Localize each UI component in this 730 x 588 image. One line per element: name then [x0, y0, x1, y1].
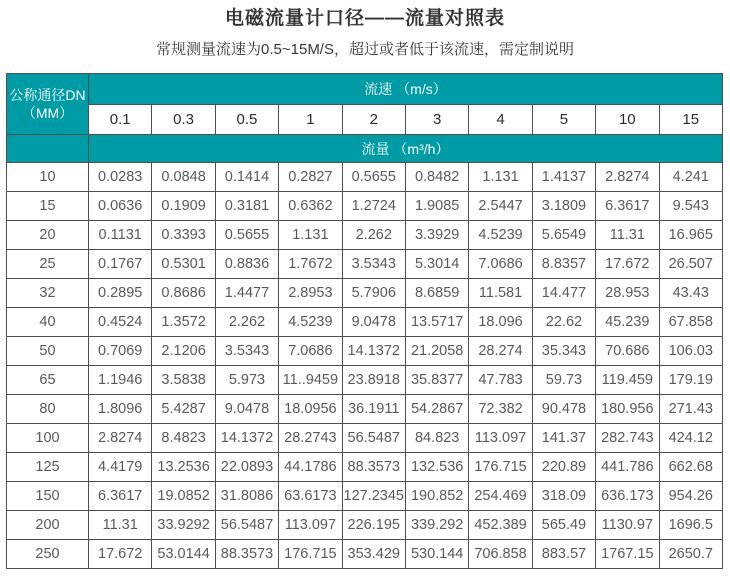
flow-value-cell: 2.8274 — [89, 424, 152, 453]
flow-value-cell: 0.2827 — [279, 163, 342, 192]
flow-value-cell: 220.89 — [532, 453, 595, 482]
velocity-value-cell: 15 — [659, 105, 722, 135]
flow-value-cell: 19.0852 — [152, 482, 215, 511]
flow-value-cell: 2650.7 — [659, 540, 722, 569]
page-title: 电磁流量计口径——流量对照表 — [224, 8, 505, 29]
flow-value-cell: 179.19 — [659, 366, 722, 395]
velocity-value-cell: 0.1 — [89, 105, 152, 135]
flow-value-cell: 13.2536 — [152, 453, 215, 482]
flow-value-cell: 113.097 — [469, 424, 532, 453]
flow-value-cell: 0.4524 — [89, 308, 152, 337]
flow-value-cell: 47.783 — [469, 366, 532, 395]
flow-value-cell: 0.0848 — [152, 163, 215, 192]
flow-value-cell: 1.131 — [279, 221, 342, 250]
table-row — [7, 395, 723, 424]
flow-value-cell: 14.1372 — [215, 424, 278, 453]
flow-value-cell: 5.6549 — [532, 221, 595, 250]
flow-value-cell: 2.8274 — [596, 163, 659, 192]
flow-value-cell: 3.1809 — [532, 192, 595, 221]
velocity-value-cell: 2 — [342, 105, 405, 135]
flow-value-cell: 0.2895 — [89, 279, 152, 308]
flow-value-cell: 0.1414 — [215, 163, 278, 192]
header-row-velocity-title — [7, 74, 723, 105]
flow-value-cell: 5.7906 — [342, 279, 405, 308]
flow-value-cell: 59.73 — [532, 366, 595, 395]
table-row — [7, 221, 723, 250]
flow-header: 流量 （m³/h） — [89, 135, 723, 163]
velocity-value-cell: 5 — [532, 105, 595, 135]
flow-value-cell: 636.173 — [596, 482, 659, 511]
table-row — [7, 453, 723, 482]
flow-value-cell: 2.262 — [342, 221, 405, 250]
flow-comparison-table — [6, 73, 723, 569]
flow-value-cell: 1.4137 — [532, 163, 595, 192]
flow-value-cell: 9.543 — [659, 192, 722, 221]
table-row — [7, 366, 723, 395]
velocity-value-cell: 0.3 — [152, 105, 215, 135]
flow-value-cell: 0.1131 — [89, 221, 152, 250]
flow-value-cell: 14.477 — [532, 279, 595, 308]
flow-value-cell: 3.5838 — [152, 366, 215, 395]
flow-value-cell: 0.8686 — [152, 279, 215, 308]
dn-value-cell: 50 — [7, 337, 89, 366]
flow-value-cell: 0.7069 — [89, 337, 152, 366]
flow-value-cell: 11.31 — [596, 221, 659, 250]
table-row — [7, 337, 723, 366]
flow-value-cell: 706.858 — [469, 540, 532, 569]
flow-value-cell: 1.9085 — [405, 192, 468, 221]
velocity-value-cell: 3 — [405, 105, 468, 135]
flow-value-cell: 54.2867 — [405, 395, 468, 424]
flow-value-cell: 28.953 — [596, 279, 659, 308]
dn-value-cell: 10 — [7, 163, 89, 192]
flow-value-cell: 1.4477 — [215, 279, 278, 308]
flow-value-cell: 1696.5 — [659, 511, 722, 540]
flow-value-cell: 1.7672 — [279, 250, 342, 279]
flow-value-cell: 1.2724 — [342, 192, 405, 221]
velocity-value-cell: 10 — [596, 105, 659, 135]
flow-value-cell: 6.3617 — [89, 482, 152, 511]
flow-value-cell: 4.5239 — [469, 221, 532, 250]
flow-value-cell: 1.3572 — [152, 308, 215, 337]
flow-value-cell: 254.469 — [469, 482, 532, 511]
table-row — [7, 163, 723, 192]
flow-value-cell: 16.965 — [659, 221, 722, 250]
flow-value-cell: 6.3617 — [596, 192, 659, 221]
flow-value-cell: 282.743 — [596, 424, 659, 453]
flow-value-cell: 271.43 — [659, 395, 722, 424]
flow-value-cell: 11.581 — [469, 279, 532, 308]
flow-value-cell: 63.6173 — [279, 482, 342, 511]
flow-value-cell: 3.5343 — [215, 337, 278, 366]
flow-value-cell: 190.852 — [405, 482, 468, 511]
flow-value-cell: 0.8836 — [215, 250, 278, 279]
flow-value-cell: 0.1767 — [89, 250, 152, 279]
flow-value-cell: 176.715 — [469, 453, 532, 482]
flow-value-cell: 3.3929 — [405, 221, 468, 250]
flow-value-cell: 0.5301 — [152, 250, 215, 279]
flow-value-cell: 0.3393 — [152, 221, 215, 250]
flow-value-cell: 56.5487 — [215, 511, 278, 540]
flow-value-cell: 0.6362 — [279, 192, 342, 221]
flow-value-cell: 3.5343 — [342, 250, 405, 279]
flow-value-cell: 2.5447 — [469, 192, 532, 221]
velocity-header: 流速 （m/s） — [89, 74, 723, 105]
flow-value-cell: 226.195 — [342, 511, 405, 540]
dn-value-cell: 125 — [7, 453, 89, 482]
flow-value-cell: 18.0956 — [279, 395, 342, 424]
flow-value-cell: 0.8482 — [405, 163, 468, 192]
flow-value-cell: 5.973 — [215, 366, 278, 395]
flow-value-cell: 1.8096 — [89, 395, 152, 424]
table-row — [7, 308, 723, 337]
table-row — [7, 424, 723, 453]
flow-value-cell: 2.8953 — [279, 279, 342, 308]
page-subtitle: 常规测量流速为0.5~15M/S，超过或者低于该流速，需定制说明 — [156, 41, 574, 58]
flow-value-cell: 11.31 — [89, 511, 152, 540]
dn-value-cell: 80 — [7, 395, 89, 424]
flow-value-cell: 2.1206 — [152, 337, 215, 366]
corner-header-line2: （MM） — [21, 105, 74, 121]
flow-value-cell: 424.12 — [659, 424, 722, 453]
flow-value-cell: 4.5239 — [279, 308, 342, 337]
flow-value-cell: 119.459 — [596, 366, 659, 395]
flow-value-cell: 67.858 — [659, 308, 722, 337]
dn-value-cell: 40 — [7, 308, 89, 337]
flow-value-cell: 0.0283 — [89, 163, 152, 192]
flow-value-cell: 23.8918 — [342, 366, 405, 395]
flow-value-cell: 8.8357 — [532, 250, 595, 279]
flow-value-cell: 28.274 — [469, 337, 532, 366]
flow-value-cell: 18.096 — [469, 308, 532, 337]
velocity-value-cell: 0.5 — [215, 105, 278, 135]
flow-value-cell: 14.1372 — [342, 337, 405, 366]
flow-value-cell: 21.2058 — [405, 337, 468, 366]
flow-value-cell: 5.4287 — [152, 395, 215, 424]
flow-value-cell: 530.144 — [405, 540, 468, 569]
flow-value-cell: 9.0478 — [215, 395, 278, 424]
flow-value-cell: 353.429 — [342, 540, 405, 569]
table-row — [7, 511, 723, 540]
dn-value-cell: 25 — [7, 250, 89, 279]
flow-value-cell: 5.3014 — [405, 250, 468, 279]
table-row — [7, 279, 723, 308]
flow-value-cell: 1.1946 — [89, 366, 152, 395]
flow-value-cell: 127.2345 — [342, 482, 405, 511]
flow-value-cell: 8.6859 — [405, 279, 468, 308]
flow-header-spacer — [7, 135, 89, 163]
dn-value-cell: 100 — [7, 424, 89, 453]
flow-value-cell: 883.57 — [532, 540, 595, 569]
flow-value-cell: 45.239 — [596, 308, 659, 337]
velocity-value-cell: 4 — [469, 105, 532, 135]
flow-value-cell: 132.536 — [405, 453, 468, 482]
flow-value-cell: 4.241 — [659, 163, 722, 192]
flow-value-cell: 954.26 — [659, 482, 722, 511]
flow-value-cell: 106.03 — [659, 337, 722, 366]
table-row — [7, 482, 723, 511]
flow-value-cell: 17.672 — [596, 250, 659, 279]
dn-value-cell: 65 — [7, 366, 89, 395]
flow-value-cell: 44.1786 — [279, 453, 342, 482]
flow-value-cell: 452.389 — [469, 511, 532, 540]
velocity-value-cell: 1 — [279, 105, 342, 135]
flow-value-cell: 84.823 — [405, 424, 468, 453]
table-row — [7, 192, 723, 221]
dn-value-cell: 250 — [7, 540, 89, 569]
flow-value-cell: 180.956 — [596, 395, 659, 424]
flow-value-cell: 28.2743 — [279, 424, 342, 453]
flow-value-cell: 72.382 — [469, 395, 532, 424]
flow-value-cell: 70.686 — [596, 337, 659, 366]
flow-value-cell: 113.097 — [279, 511, 342, 540]
flow-value-cell: 1130.97 — [596, 511, 659, 540]
table-body — [7, 163, 723, 569]
flow-value-cell: 0.5655 — [215, 221, 278, 250]
flow-value-cell: 17.672 — [89, 540, 152, 569]
flow-value-cell: 565.49 — [532, 511, 595, 540]
flow-value-cell: 36.1911 — [342, 395, 405, 424]
flow-value-cell: 31.8086 — [215, 482, 278, 511]
flow-value-cell: 441.786 — [596, 453, 659, 482]
flow-value-cell: 22.0893 — [215, 453, 278, 482]
flow-value-cell: 4.4179 — [89, 453, 152, 482]
corner-header-line1: 公称通径DN — [9, 87, 86, 103]
flow-value-cell: 26.507 — [659, 250, 722, 279]
flow-value-cell: 9.0478 — [342, 308, 405, 337]
flow-value-cell: 90.478 — [532, 395, 595, 424]
corner-header-dn — [7, 74, 89, 135]
header-row-flow-title — [7, 135, 723, 163]
flow-value-cell: 8.4823 — [152, 424, 215, 453]
flow-value-cell: 7.0686 — [279, 337, 342, 366]
dn-value-cell: 32 — [7, 279, 89, 308]
dn-value-cell: 200 — [7, 511, 89, 540]
flow-value-cell: 141.37 — [532, 424, 595, 453]
flow-value-cell: 318.09 — [532, 482, 595, 511]
flow-value-cell: 7.0686 — [469, 250, 532, 279]
table-row — [7, 250, 723, 279]
flow-value-cell: 1.131 — [469, 163, 532, 192]
flow-value-cell: 88.3573 — [342, 453, 405, 482]
flow-value-cell: 2.262 — [215, 308, 278, 337]
dn-value-cell: 150 — [7, 482, 89, 511]
flow-value-cell: 176.715 — [279, 540, 342, 569]
dn-value-cell: 15 — [7, 192, 89, 221]
flow-value-cell: 0.5655 — [342, 163, 405, 192]
flow-value-cell: 88.3573 — [215, 540, 278, 569]
flow-value-cell: 1767.15 — [596, 540, 659, 569]
flow-value-cell: 0.0636 — [89, 192, 152, 221]
flow-value-cell: 0.3181 — [215, 192, 278, 221]
dn-value-cell: 20 — [7, 221, 89, 250]
flow-value-cell: 33.9292 — [152, 511, 215, 540]
flow-value-cell: 339.292 — [405, 511, 468, 540]
flow-value-cell: 0.1909 — [152, 192, 215, 221]
flow-value-cell: 11..9459 — [279, 366, 342, 395]
flow-value-cell: 662.68 — [659, 453, 722, 482]
flow-value-cell: 56.5487 — [342, 424, 405, 453]
flow-value-cell: 35.343 — [532, 337, 595, 366]
table-row — [7, 540, 723, 569]
flow-value-cell: 53.0144 — [152, 540, 215, 569]
flow-value-cell: 22.62 — [532, 308, 595, 337]
flow-value-cell: 13.5717 — [405, 308, 468, 337]
flow-value-cell: 43.43 — [659, 279, 722, 308]
velocity-values-row — [7, 105, 723, 135]
flow-value-cell: 35.8377 — [405, 366, 468, 395]
